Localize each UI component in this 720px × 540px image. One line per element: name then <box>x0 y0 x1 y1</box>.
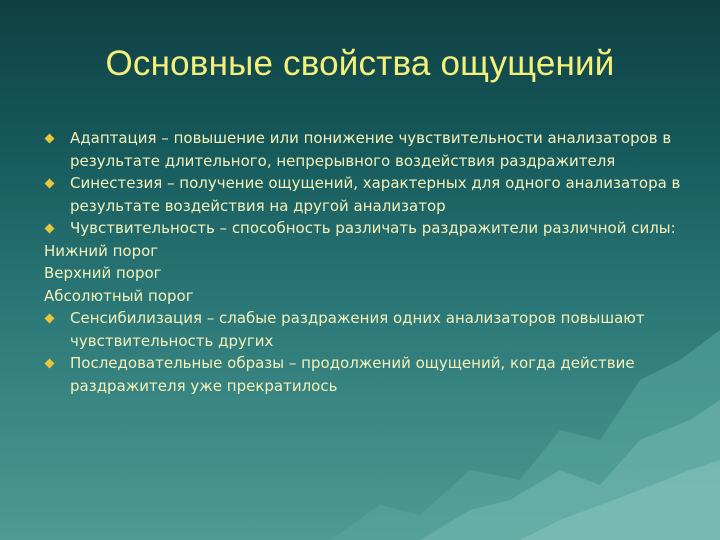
diamond-bullet-icon <box>45 179 55 189</box>
list-item-sensitization <box>44 307 694 352</box>
list-item-text: Абсолютный порог <box>44 286 194 305</box>
list-item-text: Верхний порог <box>44 264 162 282</box>
bullet-list <box>44 127 694 397</box>
list-item-upper-threshold <box>44 262 694 285</box>
list-item-text: Последовательные образы – продолжений ощущений, когда действие раздражителя уже прекратилось <box>70 354 635 395</box>
list-item-text: Сенсибилизация – слабые раздражения одних анализаторов повышают чувствительность других <box>70 309 645 350</box>
diamond-bullet-icon <box>45 134 55 144</box>
slide-title: Основные свойства ощущений <box>105 44 615 83</box>
list-item-sensitivity <box>44 217 694 240</box>
diamond-bullet-icon <box>45 359 55 369</box>
list-item-text: Адаптация – повышение или понижение чувствительности анализаторов в результате длительного, непрерывного воздействия раздражителя <box>70 129 672 170</box>
list-item-text: Синестезия – получение ощущений, характерных для одного анализатора в результате воздействия на другой анализатор <box>70 174 681 215</box>
diamond-bullet-icon <box>45 224 55 234</box>
list-item-text: Чувствительность – способность различать раздражители различной силы: <box>70 219 676 237</box>
list-item-text: Нижний порог <box>44 241 159 260</box>
diamond-bullet-icon <box>45 314 55 324</box>
list-item-absolute-threshold <box>44 285 694 308</box>
list-item-lower-threshold <box>44 240 694 263</box>
list-item-afterimages <box>44 352 694 397</box>
list-item-adaptation <box>44 127 694 172</box>
list-item-synesthesia <box>44 172 694 217</box>
